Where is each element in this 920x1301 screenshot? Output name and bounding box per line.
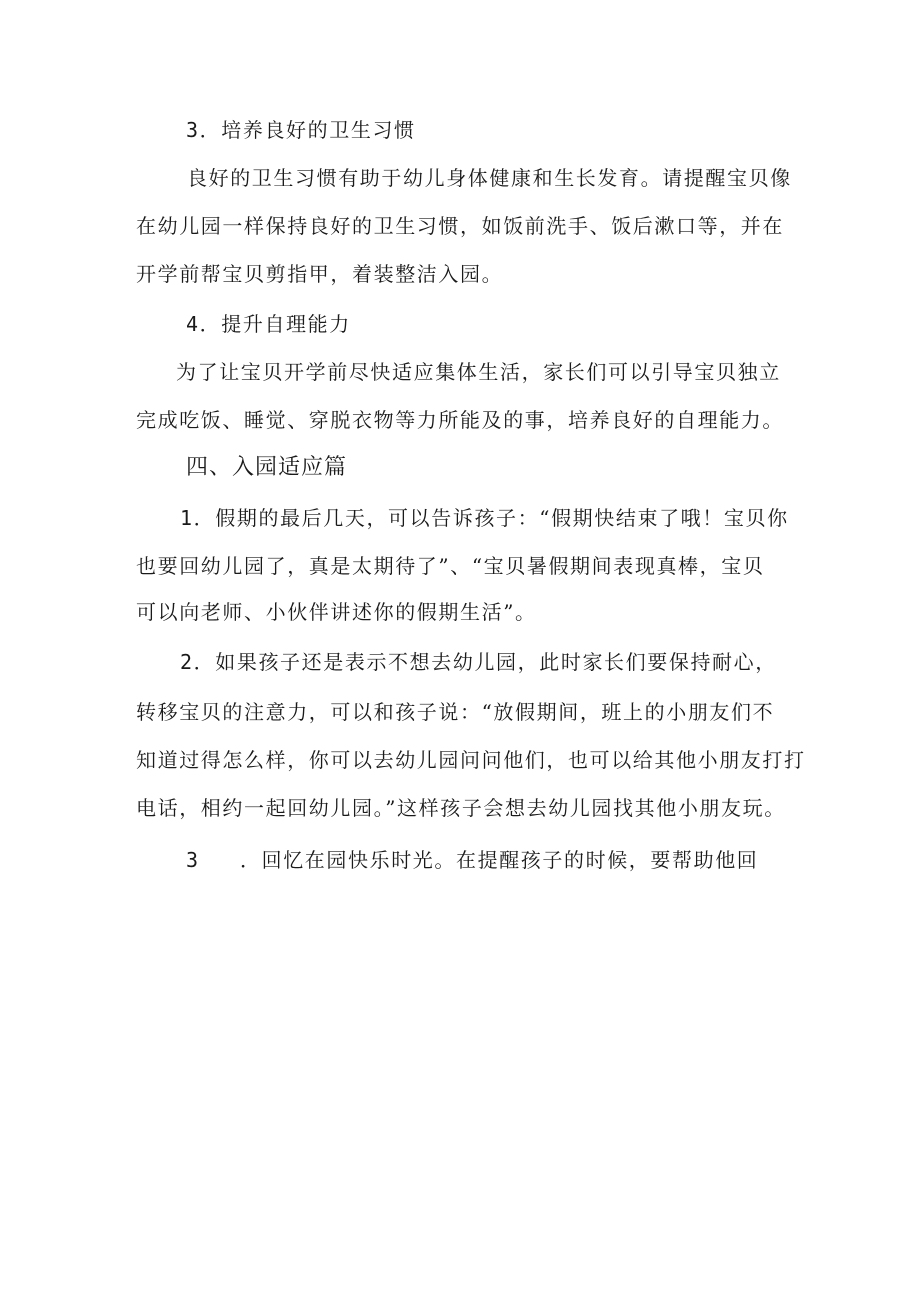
section-3-title: [186, 118, 416, 142]
item-1-line: 也要回幼儿园了，真是太期待了”、“宝贝暑假期间表现真棒，宝贝: [136, 554, 765, 578]
section-4-title: [186, 312, 351, 336]
item-1-number: 1: [180, 506, 194, 530]
section-3-title-text: ．培养良好的卫生习惯: [199, 118, 416, 142]
item-2-line: [180, 650, 777, 674]
item-2-number: 2: [180, 650, 194, 674]
item-3-number: 3: [186, 848, 200, 872]
item-2-line: 电话，相约一起回幼儿园。”这样孩子会想去幼儿园找其他小朋友玩。: [136, 796, 786, 820]
section-3-paragraph-line: 在幼儿园一样保持良好的卫生习惯，如饭前洗手、饭后漱口等，并在: [136, 214, 784, 238]
item-3-line: [186, 848, 758, 872]
item-2-line: 转移宝贝的注意力，可以和孩子说：“放假期间，班上的小朋友们不: [136, 700, 775, 724]
section-4-paragraph-line: 为了让宝贝开学前尽快适应集体生活，家长们可以引导宝贝独立: [176, 360, 781, 384]
item-1-text: ．假期的最后几天，可以告诉孩子：“假期快结束了哦！宝贝你: [193, 506, 789, 530]
chapter-heading: 四、入园适应篇: [186, 455, 348, 480]
item-2-line: 知道过得怎么样，你可以去幼儿园问问他们，也可以给其他小朋友打打: [136, 748, 806, 772]
section-4-title-text: ．提升自理能力: [199, 312, 351, 336]
item-1-line: [180, 506, 789, 530]
section-4-paragraph-line: 完成吃饭、睡觉、穿脱衣物等力所能及的事，培养良好的自理能力。: [136, 408, 784, 432]
section-3-paragraph-line: 开学前帮宝贝剪指甲，着装整洁入园。: [136, 262, 504, 286]
section-4-number: 4: [186, 312, 200, 336]
item-3-text: ．回忆在园快乐时光。在提醒孩子的时候，要帮助他回: [240, 848, 759, 872]
section-3-paragraph-line: 良好的卫生习惯有助于幼儿身体健康和生长发育。请提醒宝贝像: [187, 166, 792, 190]
item-2-text: ．如果孩子还是表示不想去幼儿园，此时家长们要保持耐心，: [193, 650, 777, 674]
item-1-line: 可以向老师、小伙伴讲述你的假期生活”。: [136, 600, 537, 624]
section-3-number: 3: [186, 118, 200, 142]
